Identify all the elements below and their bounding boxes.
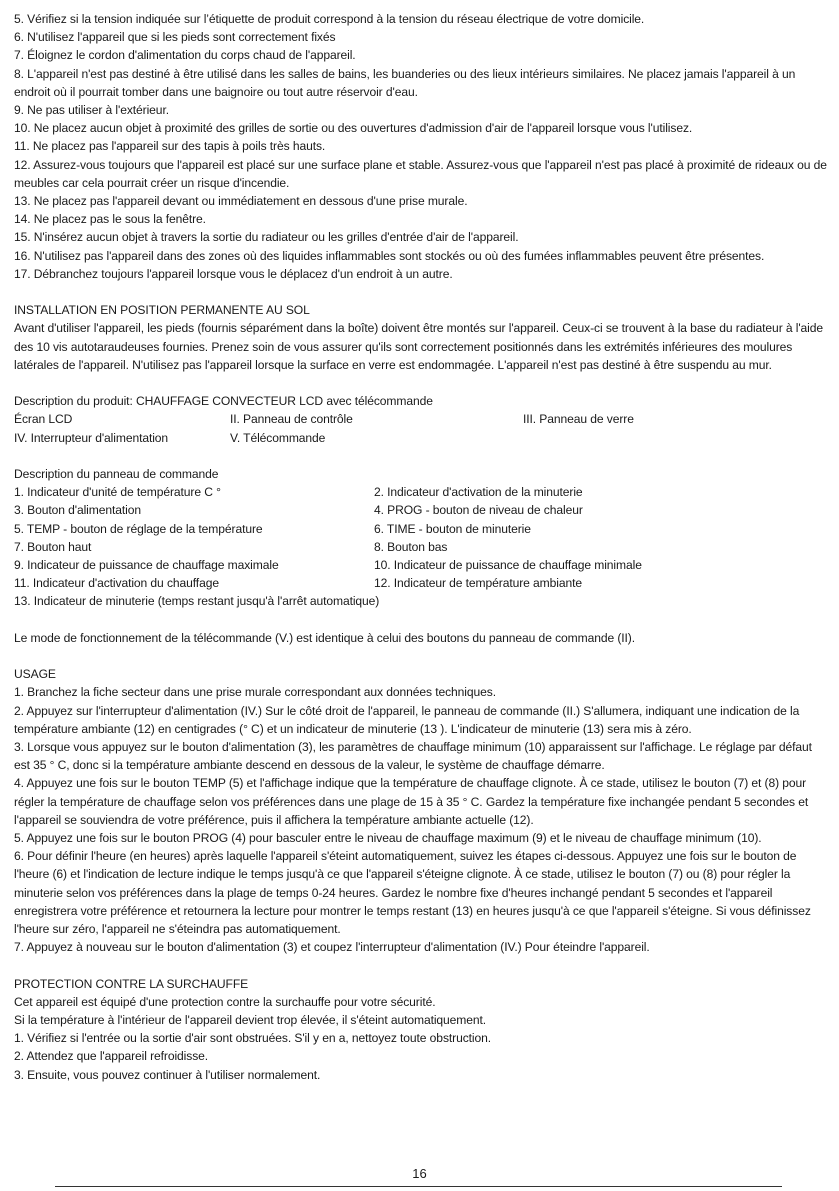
list-item: 6. N'utilisez l'appareil que si les pieds sont correctement fixés xyxy=(14,30,336,45)
panel-item: 4. PROG - bouton de niveau de chaleur xyxy=(374,503,583,518)
panel-item: 12. Indicateur de température ambiante xyxy=(374,576,582,591)
protection-title: PROTECTION CONTRE LA SURCHAUFFE xyxy=(14,976,249,991)
list-item: 12. Assurez-vous toujours que l'appareil est placé sur une surface plane et stable. Assurez-vous que l'appareil n'est pas placé à proximité de rideaux ou de meubles car cela pourrait créer un risque d'incendie. xyxy=(14,157,827,190)
product-description xyxy=(14,392,828,447)
protection-line: 2. Attendez que l'appareil refroidisse. xyxy=(14,1049,209,1064)
page-number: 16 xyxy=(412,1166,427,1181)
product-item: III. Panneau de verre xyxy=(523,412,634,427)
list-item: 16. N'utilisez pas l'appareil dans des zones où des liquides inflammables sont stockés ou où des fumées inflammables peuvent être présentes. xyxy=(14,248,765,263)
list-item: 17. Débranchez toujours l'appareil lorsque vous le déplacez d'un endroit à un autre. xyxy=(14,266,453,281)
product-item: IV. Interrupteur d'alimentation xyxy=(14,430,169,445)
product-item: Écran LCD xyxy=(14,412,73,427)
usage-title: USAGE xyxy=(14,667,56,682)
spacer xyxy=(14,956,828,974)
protection-section xyxy=(14,975,828,1084)
installation-body: Avant d'utiliser l'appareil, les pieds (fournis séparément dans la boîte) doivent être montés sur l'appareil. Ceux-ci se trouvent à la base du radiateur à l'aide des 10 vis autotaraudeuses fournies. Prenez soin de vous assurer qu'ils sont correctement positionnés dans les extrémités inférieures des moulures latérales de l'appareil. N'utilisez pas l'appareil lorsque la surface en verre est endommagée. L'appareil n'est pas destiné à être suspendu au mur. xyxy=(14,321,824,372)
list-item: 5. Vérifiez si la tension indiquée sur l’étiquette de produit correspond à la tension du réseau électrique de votre domicile. xyxy=(14,12,645,26)
panel-row xyxy=(14,574,828,592)
panel-item: 1. Indicateur d'unité de température C ° xyxy=(14,485,221,500)
usage-item: 6. Pour définir l'heure (en heures) après laquelle l'appareil s'éteint automatiquement, suivez les étapes ci-dessous. Appuyez une fois sur le bouton de l'heure (6) et l'indication de lecture indique le temps jusqu'à ce que l'appareil s'éteigne clignote. À ce stade, utilisez le bouton (7) ou (8) pour régler la minuterie selon vos préférences dans la plage de temps 0-24 heures. Gardez le nombre fixe d'heures inchangé pendant 5 secondes et l'appareil enregistrera votre préférence et retournera la lecture pour montrer le temps restant (13) en heures jusqu'à ce que l'appareil s'éteigne. Si vous définissez l'heure sur zéro, l'appareil ne s'éteindra pas automatiquement. xyxy=(14,849,811,937)
spacer xyxy=(14,447,828,465)
protection-line: 3. Ensuite, vous pouvez continuer à l'utiliser normalement. xyxy=(14,1067,321,1082)
spacer xyxy=(14,611,828,629)
list-item: 7. Éloignez le cordon d'alimentation du corps chaud de l'appareil. xyxy=(14,48,356,63)
protection-line: Cet appareil est équipé d'une protection contre la surchauffe pour votre sécurité. xyxy=(14,994,436,1009)
usage-item: 1. Branchez la fiche secteur dans une prise murale correspondant aux données techniques. xyxy=(14,685,496,700)
footer-divider xyxy=(55,1186,782,1187)
panel-row xyxy=(14,556,828,574)
panel-item: 2. Indicateur d'activation de la minuterie xyxy=(374,485,583,500)
list-item: 9. Ne pas utiliser à l'extérieur. xyxy=(14,103,169,118)
panel-item: 11. Indicateur d'activation du chauffage xyxy=(14,576,219,591)
list-item: 8. L'appareil n'est pas destiné à être utilisé dans les salles de bains, les buanderies ou des lieux intérieurs similaires. Ne placez jamais l'appareil à un endroit où il pourrait tomber dans une baignoire ou tout autre réservoir d'eau. xyxy=(14,66,796,99)
panel-item: 6. TIME - bouton de minuterie xyxy=(374,521,531,536)
spacer xyxy=(14,647,828,665)
usage-item: 2. Appuyez sur l'interrupteur d'alimentation (IV.) Sur le côté droit de l'appareil, le panneau de commande (II.) S'allumera, indiquant une indication de la température ambiante (12) en centigrades (° C) et un indicateur de minuterie (13 ). L'indicateur de minuterie (13) sera mis à zéro. xyxy=(14,703,800,736)
safety-list xyxy=(14,10,828,283)
remote-note: Le mode de fonctionnement de la télécommande (V.) est identique à celui des boutons du panneau de commande (II). xyxy=(14,630,635,645)
panel-item: 3. Bouton d'alimentation xyxy=(14,503,141,518)
panel-row xyxy=(14,538,828,556)
usage-item: 7. Appuyez à nouveau sur le bouton d'alimentation (3) et coupez l'interrupteur d'alimentation (IV.) Pour éteindre l'appareil. xyxy=(14,940,650,955)
product-title: Description du produit: CHAUFFAGE CONVECTEUR LCD avec télécommande xyxy=(14,394,433,409)
protection-line: Si la température à l'intérieur de l'appareil devient trop élevée, il s'éteint automatiquement. xyxy=(14,1013,487,1028)
product-row xyxy=(14,410,828,428)
list-item: 11. Ne placez pas l'appareil sur des tapis à poils très hauts. xyxy=(14,139,326,154)
panel-row xyxy=(14,501,828,519)
product-row xyxy=(14,429,828,447)
usage-item: 3. Lorsque vous appuyez sur le bouton d'alimentation (3), les paramètres de chauffage minimum (10) apparaissent sur l'affichage. Le réglage par défaut est 35 ° C, donc si la température ambiante descend en dessous de la valeur, le système de chauffage démarre. xyxy=(14,740,812,773)
installation-title: INSTALLATION EN POSITION PERMANENTE AU SOL xyxy=(14,303,310,318)
panel-item: 13. Indicateur de minuterie (temps restant jusqu'à l'arrêt automatique) xyxy=(14,594,380,609)
list-item: 13. Ne placez pas l'appareil devant ou immédiatement en dessous d'une prise murale. xyxy=(14,194,468,209)
panel-item: 5. TEMP - bouton de réglage de la température xyxy=(14,521,263,536)
usage-section xyxy=(14,665,828,956)
list-item: 14. Ne placez pas le sous la fenêtre. xyxy=(14,212,206,227)
panel-item: 8. Bouton bas xyxy=(374,539,448,554)
panel-item: 10. Indicateur de puissance de chauffage minimale xyxy=(374,558,642,573)
panel-item: 9. Indicateur de puissance de chauffage maximale xyxy=(14,558,279,573)
panel-item: 7. Bouton haut xyxy=(14,539,92,554)
panel-title: Description du panneau de commande xyxy=(14,467,219,482)
spacer xyxy=(14,374,828,392)
protection-line: 1. Vérifiez si l'entrée ou la sortie d'air sont obstruées. S'il y en a, nettoyez toute obstruction. xyxy=(14,1031,492,1046)
panel-description xyxy=(14,465,828,611)
usage-item: 5. Appuyez une fois sur le bouton PROG (4) pour basculer entre le niveau de chauffage maximum (9) et le niveau de chauffage minimum (10). xyxy=(14,831,762,846)
usage-item: 4. Appuyez une fois sur le bouton TEMP (5) et l'affichage indique que la température de chauffage clignote. À ce stade, utilisez le bouton (7) et (8) pour régler la température de chauffage selon vos préférences dans une plage de 15 à 35 ° C. Gardez la température fixe inchangée pendant 5 secondes et l'appareil se souviendra de votre préférence, puis il affichera la température ambiante actuelle (12). xyxy=(14,776,809,827)
document-page xyxy=(14,10,828,1084)
list-item: 10. Ne placez aucun objet à proximité des grilles de sortie ou des ouvertures d'admission d'air de l'appareil lorsque vous l'utilisez. xyxy=(14,121,693,136)
panel-row xyxy=(14,520,828,538)
list-item: 15. N'insérez aucun objet à travers la sortie du radiateur ou les grilles d'entrée d'air de l'appareil. xyxy=(14,230,519,245)
product-item: II. Panneau de contrôle xyxy=(230,412,353,427)
installation-section xyxy=(14,301,828,374)
spacer xyxy=(14,283,828,301)
product-item: V. Télécommande xyxy=(230,430,326,445)
panel-row xyxy=(14,483,828,501)
